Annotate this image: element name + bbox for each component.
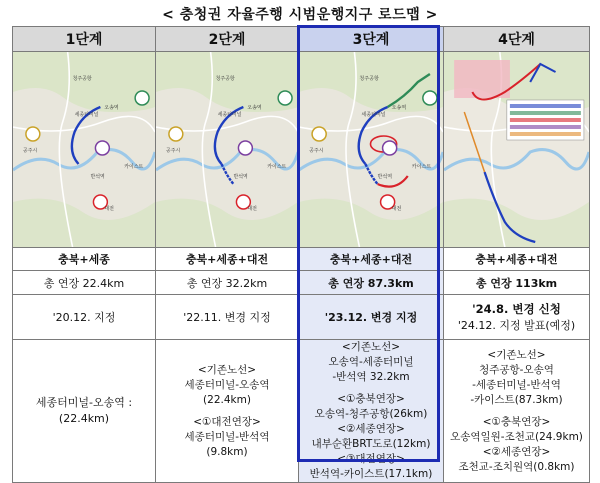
stage-4-header: 4단계 xyxy=(444,27,590,52)
osong-label: 오송역 xyxy=(391,105,407,111)
airport-label: 청주공항 xyxy=(72,75,92,83)
stage-4-detail-line: <②세종연장> xyxy=(482,445,551,458)
sejong-marker xyxy=(95,141,109,155)
stage-2-detail-line: 세종터미널-오송역 xyxy=(184,378,270,391)
page-title: < 충청권 자율주행 시범운행지구 로드맵 > xyxy=(162,7,438,23)
stage-3-detail-line: <기존노선> xyxy=(341,341,401,353)
terminal-label: 세종터미널 xyxy=(74,111,99,119)
sejong-marker xyxy=(238,141,252,155)
stage-1-length: 총 연장 22.4km xyxy=(13,271,156,295)
stage-4-detail-line: 청주공항-오송역 xyxy=(479,363,554,376)
stage-2-detail-line: <기존노선> xyxy=(197,363,257,376)
stage-3-region: 충북+세종+대전 xyxy=(299,248,444,271)
legend-entry xyxy=(510,118,581,122)
stage-2-length: 총 연장 32.2km xyxy=(156,271,299,295)
stage-2-date-line: '22.11. 변경 지정 xyxy=(183,311,271,324)
stage-2-region: 충북+세종+대전 xyxy=(156,248,299,271)
stage-2-detail-line: 세종터미널-반석역 xyxy=(184,430,270,443)
stage-4-detail-line: -세종터미널-반석역 xyxy=(472,378,561,391)
stage-1-detail-line: 세종터미널-오송역 : xyxy=(35,396,133,409)
kaist-label: 카이스트 xyxy=(267,163,287,171)
stage-2-detail-line xyxy=(158,408,296,415)
airport-label: 청주공항 xyxy=(215,75,235,83)
stage-2-date xyxy=(156,295,299,340)
stage-1-route-map xyxy=(13,52,155,247)
gongju-marker xyxy=(312,127,326,141)
gongju-marker xyxy=(26,127,40,141)
stage-1-date-line: '20.12. 지정 xyxy=(52,311,116,324)
stage-4-detail-line: -카이스트(87.3km) xyxy=(470,393,563,406)
stage-2-detail-line: (22.4km) xyxy=(203,393,251,406)
stage-3-header: 3단계 xyxy=(299,27,444,52)
stage-4-date xyxy=(444,295,590,340)
stage-2-route-map xyxy=(156,52,298,247)
stage-4-details xyxy=(444,340,590,483)
osong-label: 오송역 xyxy=(247,104,262,112)
stage-4-map xyxy=(444,52,590,248)
legend-entry xyxy=(510,125,581,129)
legend-entry xyxy=(510,104,581,108)
osong-marker xyxy=(423,91,437,105)
stage-3-detail-line: 내부순환BRT도로(12km) xyxy=(311,438,431,450)
stage-1-region: 충북+세종 xyxy=(13,248,156,271)
banseok-label: 반석역 xyxy=(233,173,248,181)
airport-label: 청주공항 xyxy=(359,76,379,82)
stage-3-detail-line xyxy=(301,385,441,392)
banseok-label: 반석역 xyxy=(90,173,105,181)
stage-3-route-map xyxy=(299,52,443,247)
osong-label: 오송역 xyxy=(104,104,119,112)
stage-1-map xyxy=(13,52,156,248)
stage-3-map xyxy=(299,52,444,248)
gongju-label: 공주시 xyxy=(309,148,324,154)
stage-1-header: 1단계 xyxy=(13,27,156,52)
stage-3-date xyxy=(299,295,444,340)
stage-4-detail-line: 오송역일원-조천교(24.9km) xyxy=(450,430,583,443)
stage-3-detail-line: <③대전연장> xyxy=(337,453,405,465)
daejeon-label: 대전 xyxy=(104,205,114,213)
stage-3-details xyxy=(299,340,444,483)
stage-1-detail-line: (22.4km) xyxy=(58,412,110,425)
stage-2-detail-line: <①대전연장> xyxy=(193,415,261,428)
stage-3-length: 총 연장 87.3km xyxy=(299,271,444,295)
stage-4-date-line-2: '24.12. 지정 발표(예정) xyxy=(457,319,576,332)
stage-4-date-line-1: '24.8. 변경 신청 xyxy=(472,302,561,316)
legend-entry xyxy=(510,111,581,115)
daejeon-label: 대전 xyxy=(391,206,402,212)
stage-3-detail-line: <②세종연장> xyxy=(337,423,405,435)
stage-3-detail-line: <①충북연장> xyxy=(337,393,405,405)
stage-1-date xyxy=(13,295,156,340)
roadmap-table xyxy=(12,26,590,483)
stage-2-detail-line: (9.8km) xyxy=(206,445,248,458)
terminal-label: 세종터미널 xyxy=(217,111,242,119)
stage-2-map xyxy=(156,52,299,248)
sejong-marker xyxy=(383,141,397,155)
stage-4-detail-line xyxy=(446,408,587,415)
osong-marker xyxy=(278,91,292,105)
kaist-label: 카이스트 xyxy=(411,164,432,170)
banseok-label: 반석역 xyxy=(377,174,393,180)
stage-3-detail-line: -반석역 32.2km xyxy=(332,371,410,383)
daejeon-label: 대전 xyxy=(247,205,257,213)
legend-entry xyxy=(510,132,581,136)
stage-4-detail-line: 조천교-조치원역(0.8km) xyxy=(458,460,575,473)
stage-4-detail-line: <기존노선> xyxy=(487,348,546,361)
stage-2-details xyxy=(156,340,299,483)
stage-4-route-map xyxy=(444,52,589,247)
kaist-label: 카이스트 xyxy=(124,163,144,171)
osong-marker xyxy=(135,91,149,105)
stage-2-header: 2단계 xyxy=(156,27,299,52)
extension-area xyxy=(454,60,510,98)
gongju-marker xyxy=(169,127,183,141)
terminal-label: 세종터미널 xyxy=(361,112,386,118)
stage-3-detail-line: 반석역-카이스트(17.1km) xyxy=(309,468,433,480)
stage-4-region: 충북+세종+대전 xyxy=(444,248,590,271)
stage-3-detail-line: 오송역-세종터미널 xyxy=(328,356,414,368)
gongju-label: 공주시 xyxy=(22,147,38,155)
stage-4-length: 총 연장 113km xyxy=(444,271,590,295)
gongju-label: 공주시 xyxy=(165,147,181,155)
stage-4-detail-line: <①충북연장> xyxy=(482,415,551,428)
stage-3-date-line: '23.12. 변경 지정 xyxy=(324,311,418,324)
stage-3-detail-line: 오송역-청주공항(26km) xyxy=(314,408,428,420)
stage-1-details xyxy=(13,340,156,483)
